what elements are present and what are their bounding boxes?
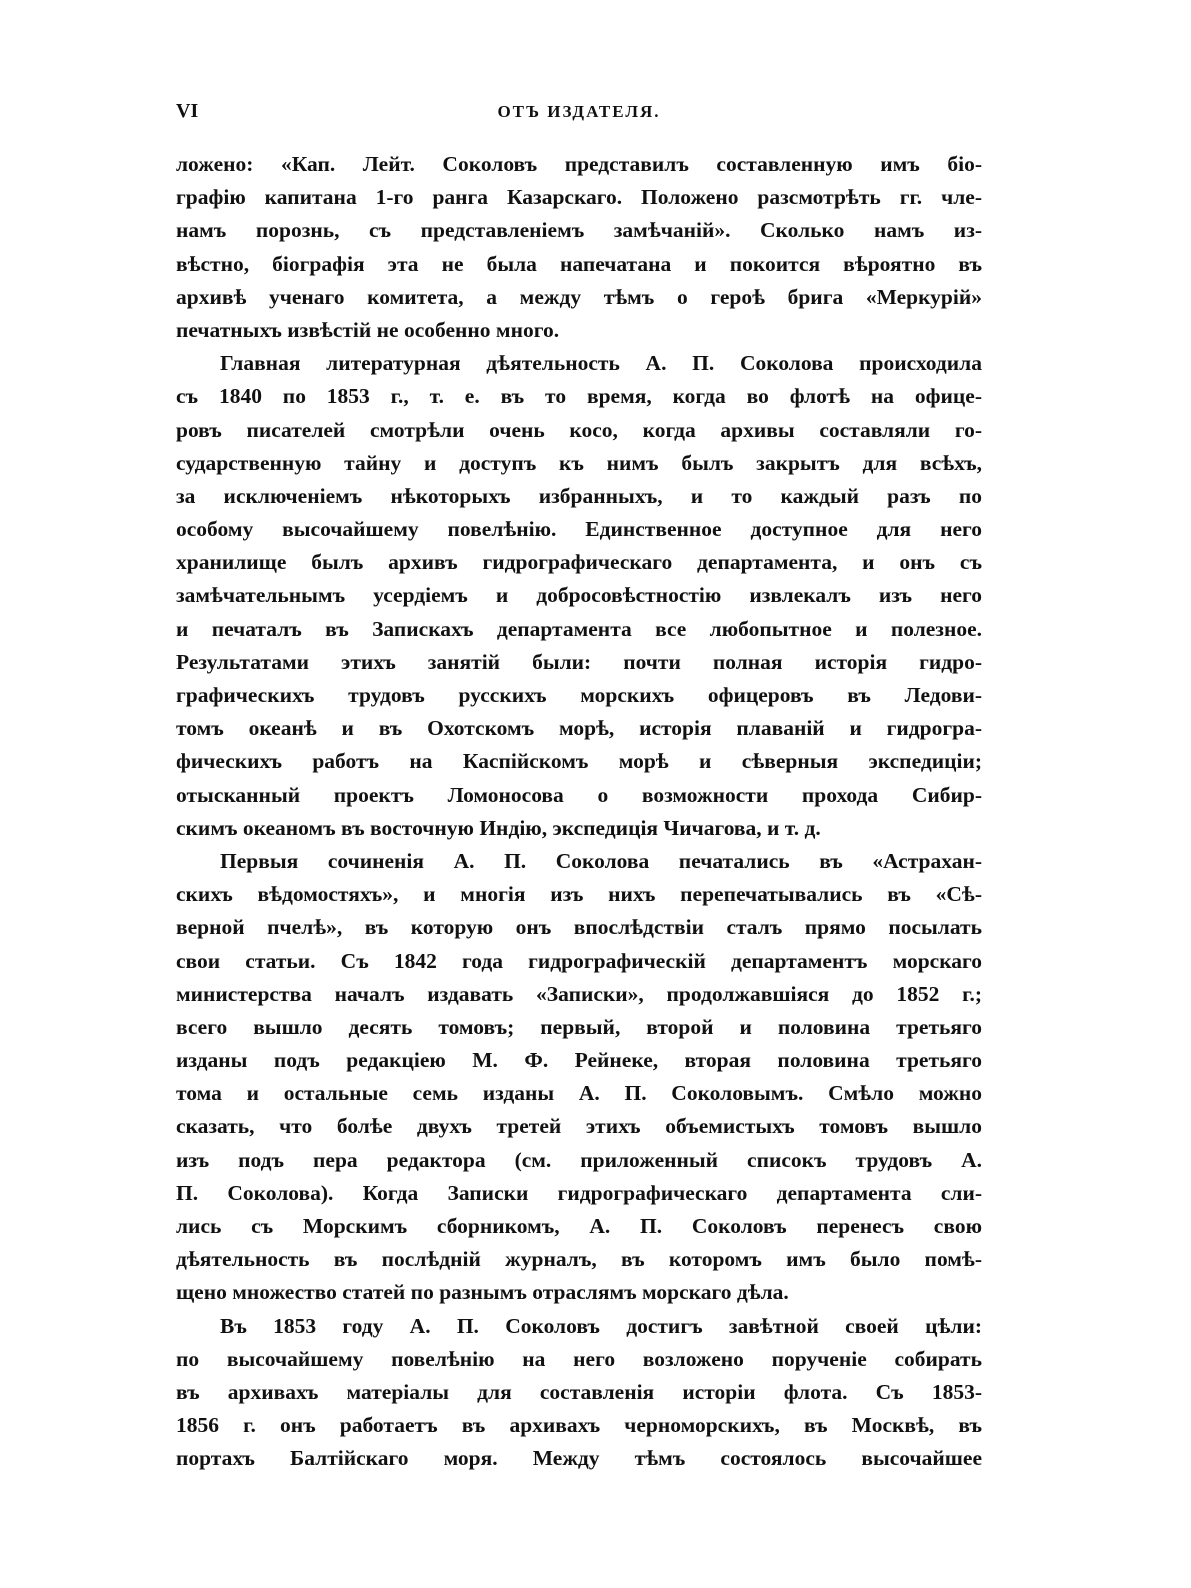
text-line: портахъ Балтійскаго моря. Между тѣмъ состоялось высочайшее <box>176 1446 982 1471</box>
text-line: Въ 1853 году А. П. Соколовъ достигъ завѣтной своей цѣли: <box>220 1313 982 1338</box>
text-line: ложено: «Кап. Лейт. Соколовъ представилъ составленную имъ біо- <box>176 152 982 176</box>
text-line: Главная литературная дѣятельность А. П. Соколова происходила <box>220 351 982 376</box>
text-line: министерства началъ издавать «Записки», продолжавшіяся до 1852 г.; <box>176 981 982 1006</box>
text-line: 1856 г. онъ работаетъ въ архивахъ черноморскихъ, въ Москвѣ, въ <box>176 1413 982 1438</box>
text-line: томъ океанѣ и въ Охотскомъ морѣ, исторія плаваній и гидрогра- <box>176 716 982 741</box>
text-line: скимъ океаномъ въ восточную Индію, экспедиція Чичагова, и т. д. <box>176 815 821 840</box>
text-line: сударственную тайну и доступъ къ нимъ былъ закрытъ для всѣхъ, <box>176 450 982 475</box>
text-line: всего вышло десять томовъ; первый, второй и половина третьяго <box>176 1014 982 1039</box>
text-line: вѣстно, біографія эта не была напечатана и покоится вѣроятно въ <box>176 251 982 276</box>
text-line: намъ порознь, съ представленіемъ замѣчаній». Сколько намъ из- <box>176 218 982 243</box>
text-line: особому высочайшему повелѣнію. Единственное доступное для него <box>176 517 982 542</box>
text-line: и печаталъ въ Запискахъ департамента все любопытное и полезное. <box>176 616 982 641</box>
text-line: фическихъ работъ на Каспійскомъ морѣ и сѣверныя экспедиціи; <box>176 749 982 774</box>
text-line: замѣчательнымъ усердіемъ и добросовѣстностію извлекалъ изъ него <box>176 583 982 608</box>
running-head: ОТЪ ИЗДАТЕЛЯ. <box>497 102 661 121</box>
text-line: изъ подъ пера редактора (см. приложенный списокъ трудовъ А. <box>176 1147 982 1172</box>
text-line: Первыя сочиненія А. П. Соколова печатались въ «Астрахан- <box>220 848 982 873</box>
text-line: графическихъ трудовъ русскихъ морскихъ офицеровъ въ Ледови- <box>176 683 982 707</box>
text-line: печатныхъ извѣстій не особенно много. <box>176 317 560 342</box>
text-line: Результатами этихъ занятій были: почти полная исторія гидро- <box>176 649 982 674</box>
text-line: графію капитана 1-го ранга Казарскаго. Положено разсмотрѣть гг. чле- <box>176 185 982 210</box>
text-line: ровъ писателей смотрѣли очень косо, когда архивы составляли го- <box>176 417 982 442</box>
text-line: за исключеніемъ нѣкоторыхъ избранныхъ, и то каждый разъ по <box>176 483 982 508</box>
body-text <box>176 148 982 1476</box>
text-line: отысканный проектъ Ломоносова о возможности прохода Сибир- <box>176 782 982 807</box>
text-line: дѣятельность въ послѣдній журналъ, въ которомъ имъ было помѣ- <box>176 1247 982 1272</box>
text-line: скихъ вѣдомостяхъ», и многія изъ нихъ перепечатывались въ «Сѣ- <box>176 882 982 907</box>
text-line: П. Соколова). Когда Записки гидрографическаго департамента сли- <box>176 1180 982 1205</box>
text-line: по высочайшему повелѣнію на него возложено порученіе собирать <box>176 1346 982 1371</box>
text-line: архивѣ ученаго комитета, а между тѣмъ о героѣ брига «Меркурій» <box>176 284 982 309</box>
page-number: VI <box>176 100 199 122</box>
text-line: тома и остальные семь изданы А. П. Соколовымъ. Смѣло можно <box>176 1081 982 1106</box>
text-line: сказать, что болѣе двухъ третей этихъ объемистыхъ томовъ вышло <box>176 1114 982 1139</box>
page-header <box>176 100 982 130</box>
text-line: свои статьи. Съ 1842 года гидрографическій департаментъ морскаго <box>176 948 982 973</box>
text-line: изданы подъ редакціею М. Ф. Рейнеке, вторая половина третьяго <box>176 1048 982 1073</box>
text-line: щено множество статей по разнымъ отраслямъ морскаго дѣла. <box>176 1280 789 1305</box>
text-line: съ 1840 по 1853 г., т. е. въ то время, когда во флотѣ на офице- <box>176 384 982 409</box>
text-line: въ архивахъ матеріалы для составленія исторіи флота. Съ 1853- <box>176 1379 982 1404</box>
text-line: лись съ Морскимъ сборникомъ, А. П. Соколовъ перенесъ свою <box>176 1214 982 1238</box>
text-line: хранилище былъ архивъ гидрографическаго департамента, и онъ съ <box>176 550 982 575</box>
text-line: верной пчелѣ», въ которую онъ впослѣдствіи сталъ прямо посылать <box>176 915 982 940</box>
